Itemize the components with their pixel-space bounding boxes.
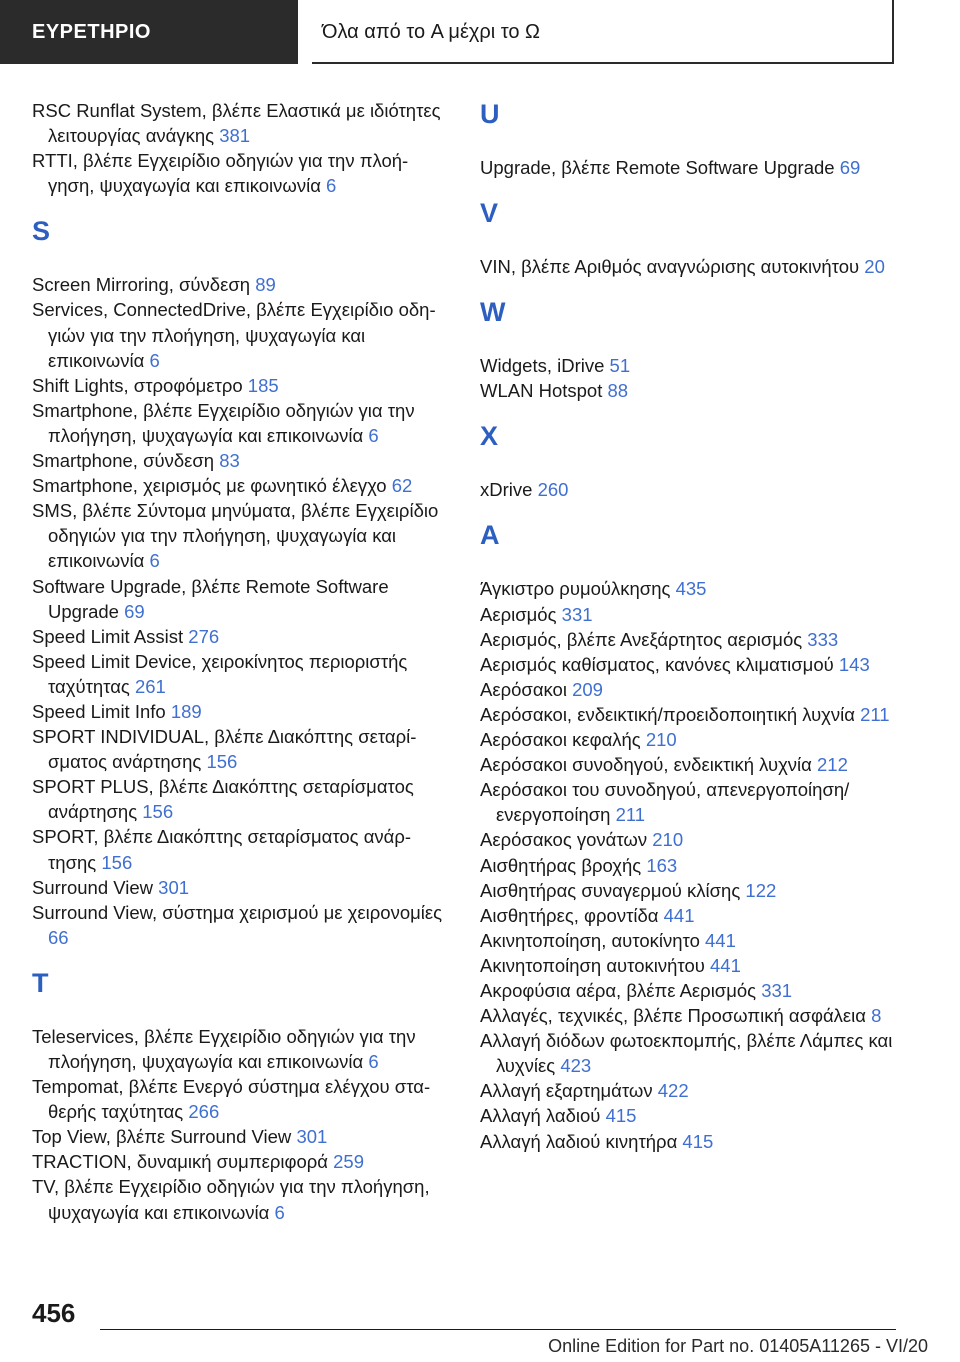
entry-group-a (480, 576, 910, 1153)
index-entry (480, 155, 910, 180)
index-entry (480, 576, 910, 601)
index-entry (480, 1078, 910, 1103)
index-entry-text: SPORT, βλέπε Διακόπτης σεταρίσματος ανάρτησης (32, 826, 412, 873)
index-entry (32, 824, 447, 874)
index-entry (480, 254, 910, 279)
index-entry-text: Αερόσακοι του συνοδηγού, απενεργοποίηση/ ενεργοποίηση (480, 779, 850, 826)
entry-group-r (32, 98, 447, 198)
page-reference-link[interactable]: 122 (745, 879, 777, 901)
index-entry (480, 702, 910, 727)
index-entry-text: Αισθητήρες, φροντίδα (480, 904, 659, 926)
index-entry (32, 148, 447, 198)
index-entry-text: Ακινητοποίηση αυτοκινήτου (480, 954, 705, 976)
index-entry-text: Services, ConnectedDrive, βλέπε Εγχειρίδιο οδηγιών για την πλοήγηση, ψυχαγωγία και επικοινωνία (32, 299, 436, 371)
index-entry (480, 602, 910, 627)
index-entry-text: Teleservices, βλέπε Εγχειρίδιο οδηγιών για την πλοήγηση, ψυχαγωγία και επικοινωνία (32, 1025, 416, 1072)
index-entry (480, 727, 910, 752)
entry-group-u (480, 155, 910, 180)
page-reference-link[interactable]: 415 (605, 1105, 637, 1127)
index-entry-text: Surround View (32, 876, 154, 898)
index-entry-text: Smartphone, χειρισμός με φωνητικό έλεγχο (32, 475, 387, 497)
index-entry (480, 652, 910, 677)
page-reference-link[interactable]: 331 (561, 603, 593, 625)
page-reference-link[interactable]: 301 (296, 1126, 328, 1148)
page-reference-link[interactable]: 66 (48, 926, 69, 948)
page-reference-link[interactable]: 156 (142, 801, 174, 823)
page-reference-link[interactable]: 212 (817, 754, 848, 776)
page-reference-link[interactable]: 163 (646, 854, 678, 876)
entry-group-s (32, 272, 447, 950)
page-reference-link[interactable]: 6 (274, 1201, 285, 1223)
page-reference-link[interactable]: 210 (645, 729, 677, 751)
index-entry-text: Smartphone, σύνδεση (32, 450, 215, 472)
index-entry-text: TV, βλέπε Εγχειρίδιο οδηγιών για την πλοήγηση, ψυχαγωγία και επικοινωνία (32, 1176, 430, 1223)
index-entry-text: Speed Limit Assist (32, 625, 184, 647)
index-entry (480, 928, 910, 953)
page-reference-link[interactable]: 276 (188, 625, 220, 647)
page-reference-link[interactable]: 156 (206, 751, 238, 773)
index-entry-text: SPORT INDIVIDUAL, βλέπε Διακόπτης σεταρίσματος ανάρτησης (32, 726, 417, 773)
index-entry (32, 649, 447, 699)
index-entry-text: Άγκιστρο ρυμούλκησης (480, 578, 671, 600)
index-entry-text: Speed Limit Info (32, 700, 166, 722)
index-entry (480, 878, 910, 903)
index-entry (32, 1149, 447, 1174)
index-entry (32, 98, 447, 148)
page-reference-link[interactable]: 88 (607, 380, 629, 402)
index-entry (480, 477, 910, 502)
index-column-right (480, 98, 910, 1154)
page-reference-link[interactable]: 6 (149, 349, 160, 371)
index-entry (32, 1024, 447, 1074)
index-entry (32, 574, 447, 624)
index-entry-text: Shift Lights, στροφόμετρο (32, 374, 243, 396)
index-entry-text: Αλλαγή λαδιού (480, 1105, 601, 1127)
index-entry (32, 1074, 447, 1124)
index-entry-text: xDrive (480, 479, 533, 501)
index-entry-text: Αισθητήρας συναγερμού κλίσης (480, 879, 741, 901)
letter-heading-u: U (480, 99, 500, 129)
letter-heading-x: X (480, 421, 499, 452)
index-entry-text: Ακινητοποίηση, αυτοκίνητο (480, 929, 700, 951)
index-entry (480, 627, 910, 652)
page-reference-link[interactable]: 6 (149, 550, 160, 572)
index-entry-text: Αερισμός, βλέπε Ανεξάρτητος αερισμός (480, 628, 803, 650)
index-entry (480, 777, 910, 827)
index-entry-text: Αερόσακοι (480, 678, 567, 700)
page-reference-link[interactable]: 422 (657, 1080, 689, 1102)
index-entry-text: SPORT PLUS, βλέπε Διακόπτης σεταρίσματος ανάρτησης (32, 776, 414, 823)
page-reference-link[interactable]: 6 (368, 1051, 379, 1072)
page-reference-link[interactable]: 20 (864, 256, 885, 278)
page-reference-link[interactable]: 211 (615, 804, 646, 826)
section-tab: ΕΥΡΕΤΗΡΙΟ (0, 0, 298, 64)
index-entry (32, 1124, 447, 1149)
page-reference-link[interactable]: 156 (101, 851, 133, 873)
index-entry-text: Αλλαγή εξαρτημάτων (480, 1080, 653, 1102)
index-entry (480, 978, 910, 1003)
index-entry-text: Smartphone, βλέπε Εγχειρίδιο οδηγιών για την πλοήγηση, ψυχαγωγία και επικοινωνία (32, 399, 415, 446)
index-entry (32, 473, 447, 498)
index-entry (32, 272, 447, 297)
page-reference-link[interactable]: 331 (761, 979, 793, 1001)
index-entry-text: Software Upgrade, βλέπε Remote Software Upgrade (32, 575, 389, 622)
index-entry-text: Αλλαγές, τεχνικές, βλέπε Προσωπική ασφάλεια (480, 1005, 866, 1027)
page-reference-link[interactable]: 259 (333, 1151, 364, 1173)
index-entry-text: Αερόσακος γονάτων (480, 829, 648, 851)
index-entry-text: Upgrade, βλέπε Remote Software Upgrade (480, 157, 835, 178)
index-entry (480, 1129, 910, 1154)
letter-heading-t: T (32, 967, 49, 998)
index-entry (32, 398, 447, 448)
index-entry-text: Speed Limit Device, χειροκίνητος περιοριστής ταχύτητας (32, 650, 408, 697)
index-entry-text: Screen Mirroring, σύνδεση (32, 274, 251, 296)
page-reference-link[interactable]: 441 (663, 904, 695, 926)
page-reference-link[interactable]: 62 (391, 475, 413, 497)
index-entry-text: Αλλαγή διόδων φωτοεκπομπής, βλέπε Λάμπες και λυχνίες (480, 1030, 893, 1077)
index-entry-text: Widgets, iDrive (480, 355, 605, 377)
index-column-left (32, 98, 447, 1225)
index-entry (480, 827, 910, 852)
page-reference-link[interactable]: 211 (860, 703, 890, 725)
index-entry-text: Ακροφύσια αέρα, βλέπε Αερισμός (480, 979, 757, 1001)
edition-footer: Online Edition for Part no. 01405A11265 - VI/20 (548, 1336, 928, 1356)
index-entry-text: VIN, βλέπε Αριθμός αναγνώρισης αυτοκινήτου (480, 256, 860, 278)
index-entry-text: Αερόσακοι, ενδεικτική/προειδοποιητική λυχνία (480, 703, 855, 725)
index-entry (32, 875, 447, 900)
index-entry-text: TRACTION, δυναμική συμπεριφορά (32, 1151, 328, 1173)
index-entry (32, 448, 447, 473)
page-reference-link[interactable]: 185 (247, 374, 279, 396)
letter-heading-v: V (480, 198, 499, 229)
index-entry-text: Αλλαγή λαδιού κινητήρα (480, 1130, 678, 1152)
index-entry-text: Top View, βλέπε Surround View (32, 1126, 292, 1148)
page-number: 456 (32, 1298, 76, 1328)
page-reference-link[interactable]: 435 (675, 578, 707, 600)
page-reference-link[interactable]: 210 (652, 829, 684, 851)
page-reference-link[interactable]: 415 (682, 1130, 714, 1152)
page-reference-link[interactable]: 301 (158, 876, 190, 898)
index-entry (32, 774, 447, 824)
page-reference-link[interactable]: 69 (124, 600, 145, 622)
page-reference-link[interactable]: 423 (560, 1055, 592, 1077)
page-reference-link[interactable]: 8 (871, 1005, 882, 1027)
section-subtitle-tab: Όλα από το A μέχρι το Ω (312, 0, 894, 64)
index-entry (480, 353, 910, 378)
page-reference-link[interactable]: 260 (537, 479, 569, 501)
index-entry (480, 677, 910, 702)
letter-heading-w: W (480, 297, 506, 328)
page-reference-link[interactable]: 261 (134, 675, 166, 697)
index-entry (480, 752, 910, 777)
index-entry (480, 953, 910, 978)
page-reference-link[interactable]: 381 (219, 125, 251, 147)
letter-heading-a: A (480, 520, 500, 551)
entry-group-v (480, 254, 910, 279)
index-entry-text: Tempomat, βλέπε Ενεργό σύστημα ελέγχου σταθερής ταχύτητας (32, 1076, 431, 1123)
page-reference-link[interactable]: 51 (609, 355, 631, 377)
entry-group-x (480, 477, 910, 502)
page-reference-link[interactable]: 6 (326, 175, 337, 197)
letter-heading-s: S (32, 216, 51, 247)
index-entry-text: Αερόσακοι συνοδηγού, ενδεικτική λυχνία (480, 754, 812, 776)
index-entry (480, 1103, 910, 1128)
index-entry-text: RTTI, βλέπε Εγχειρίδιο οδηγιών για την πλοήγηση, ψυχαγωγία και επικοινωνία (32, 150, 409, 197)
page-reference-link[interactable]: 83 (219, 450, 240, 472)
page-reference-link[interactable]: 143 (838, 653, 870, 675)
index-entry (480, 853, 910, 878)
index-entry-text: WLAN Hotspot (480, 380, 603, 402)
index-entry-text: Αερόσακοι κεφαλής (480, 729, 641, 751)
index-entry (32, 1174, 447, 1224)
index-entry (480, 1028, 910, 1078)
index-entry-text: Αισθητήρας βροχής (480, 854, 642, 876)
index-entry-text: RSC Runflat System, βλέπε Ελαστικά με ιδιότητες λειτουργίας ανάγκης (32, 100, 441, 147)
page-reference-link[interactable]: 441 (705, 929, 736, 951)
index-entry (32, 624, 447, 649)
index-entry (32, 900, 447, 950)
index-entry (480, 1003, 910, 1028)
footer-divider (100, 1329, 896, 1330)
page-reference-link[interactable]: 6 (368, 424, 379, 446)
page-reference-link[interactable]: 209 (572, 678, 603, 700)
page-reference-link[interactable]: 441 (710, 954, 741, 976)
page-reference-link[interactable]: 89 (255, 274, 276, 296)
page-reference-link[interactable]: 189 (170, 700, 202, 722)
page-reference-link[interactable]: 69 (839, 157, 861, 178)
index-entry-text: SMS, βλέπε Σύντομα μηνύματα, βλέπε Εγχειρίδιο οδηγιών για την πλοήγηση, ψυχαγωγία και επικοινωνία (32, 500, 439, 572)
index-entry-text: Αερισμός καθίσματος, κανόνες κλιματισμού (480, 653, 834, 675)
index-entry (32, 724, 447, 774)
index-entry-text: Surround View, σύστημα χειρισμού με χειρονομίες (32, 901, 443, 923)
index-entry (32, 699, 447, 724)
page-reference-link[interactable]: 266 (188, 1101, 220, 1123)
index-entry (32, 498, 447, 573)
page-reference-link[interactable]: 333 (807, 628, 839, 650)
entry-group-t (32, 1024, 447, 1225)
index-entry (480, 903, 910, 928)
index-entry (480, 378, 910, 403)
index-entry-text: Αερισμός (480, 603, 557, 625)
entry-group-w (480, 353, 910, 403)
index-entry (32, 297, 447, 372)
index-entry (32, 373, 447, 398)
